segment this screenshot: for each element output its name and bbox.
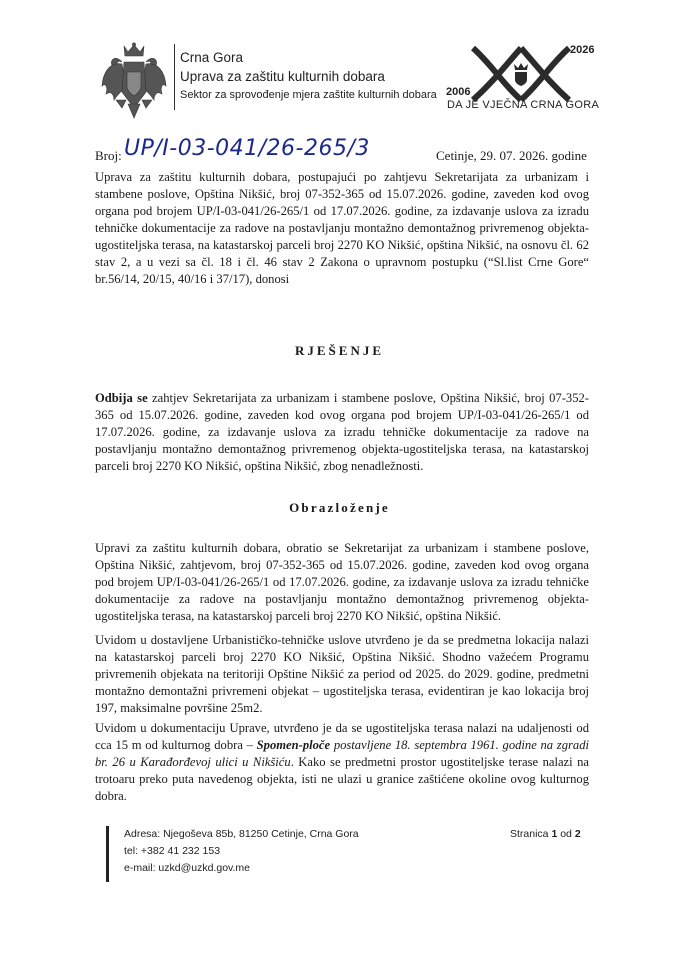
jubilee-year-2006: 2006 [446,86,471,98]
jubilee-motto: DA JE VJEČNA CRNA GORA [447,99,600,111]
intro-paragraph: Uprava za zaštitu kulturnih dobara, postupajući po zahtjevu Sekretarijata za urbanizam i stambene poslove, Opština Nikšić, broj 07-352-365 od 15.07.2026. godine, zaveden kod ovog organa pod brojem UP/I-03-041/26-265/1 od 17.07.2026. godine, za izdavanje uslova za izradu tehničke dokumentacije za radove na postavljanju montažno demontažnog privremenog objekta-ugostiteljska terasa, na katastarskoj parceli broj 2270 KO Nikšić, opština Nikšić, na osnovu čl. 62 stav 2, a u vezi sa čl. 18 i čl. 46 stav 2 Zakona o upravnom postupku (“Sl.list Crne Gore“ br.56/14, 20/15, 40/16 i 37/17), donosi [95,170,589,286]
page-total: 2 [574,828,581,840]
organization-block [180,48,437,104]
page-label: Stranica [510,828,549,840]
decision-paragraph [95,390,589,475]
reason-p3-part-a: Uvidom u dokumentaciju Uprave, utvrđeno je da se ugostiteljska terasa nalazi na udaljenosti od cca 15 m od kulturnog dobra – [95,721,589,752]
header-divider [174,44,175,110]
coat-of-arms-icon [100,42,168,120]
footer-address: Adresa: Njegoševa 85b, 81250 Cetinje, Crna Gora [124,828,359,840]
reasoning-paragraph-3 [95,720,589,805]
broj-label: Broj: [95,148,122,163]
footer-contact [124,826,359,877]
decision-text: zahtjev Sekretarijata za urbanizam i stambene poslove, Opština Nikšić, broj 07-352-365 od 15.07.2026. godine, zaveden kod ovog organa pod brojem UP/I-03-041/26-265/1 od 17.07.2026. godine, za izdavanje uslova za izradu tehničke dokumentacije za radove na postavljanju montažno demontažnog privremenog objekta-ugostiteljska terasa, na katastarskoj parceli broj 2270 KO Nikšić, opština Nikšić, zbog nenadležnosti. [95,391,589,473]
page-of: od [560,828,572,840]
org-sector: Sektor za sprovođenje mjera zaštite kulturnih dobara [180,89,437,101]
org-name: Uprava za zaštitu kulturnih dobara [180,69,385,84]
jubilee-year-2026: 2026 [570,44,595,56]
page-number [510,828,581,840]
page-current: 1 [551,828,558,840]
decision-bold-lead: Odbija se [95,391,148,405]
reason-p3-part-b: . Kako se predmetni prostor ugostiteljske terase nalazi na trotoaru preko puta navedenog objekta, isti ne ulazi u granice zaštićene okoline ovog kulturnog dobra. [95,755,589,803]
reasoning-paragraph-2: Uvidom u dostavljene Urbanističko-tehničke uslove utvrđeno je da se predmetna lokacija nalazi na katastarskoj parceli broj 2270 KO Nikšić, Opština Nikšić. Shodno važećem Programu privremenih objekata na teritoriji Opštine Nikšić za period od 2025. do 2029. godine, predmetni montažno demontažni privremeni objekat – ugostiteljska terasa, evidentiran je kao lokacija broj 197, maksimalne površine 25m2. [95,633,589,715]
document-date: Cetinje, 29. 07. 2026. godine [436,148,587,163]
reasoning-heading: Obrazloženje [289,500,390,515]
handwritten-case-number: UP/I-03-041/26-265/3 [124,136,370,161]
reason-p3-italic: postavljene 18. septembra 1961. godine na zgradi br. 26 u Karađorđevoj ulici u Nikšiću [95,738,589,769]
footer-phone: tel: +382 41 232 153 [124,845,221,857]
decision-heading: RJEŠENJE [294,343,385,358]
footer-bar [106,826,109,882]
org-country: Crna Gora [180,50,244,65]
reasoning-paragraph-1: Upravi za zaštitu kulturnih dobara, obratio se Sekretarijat za urbanizam i stambene poslove, Opština Nikšić, zahtjevom, broj 07-352-365 od 15.07.2026. godine, zaveden kod ovog organa pod brojem UP/I-03-041/26-265/1 od 17.07.2026. godine, za izdavanje uslova za izradu tehničke dokumentacije za radove na postavljanju montažno demontažnog privremenog objekta-ugostiteljska terasa, na katastarskoj parceli broj 2270 KO Nikšić, opština Nikšić. [95,541,589,623]
reason-p3-bold: Spomen-ploče [256,738,331,752]
footer-email[interactable]: e-mail: uzkd@uzkd.gov.me [124,862,251,874]
